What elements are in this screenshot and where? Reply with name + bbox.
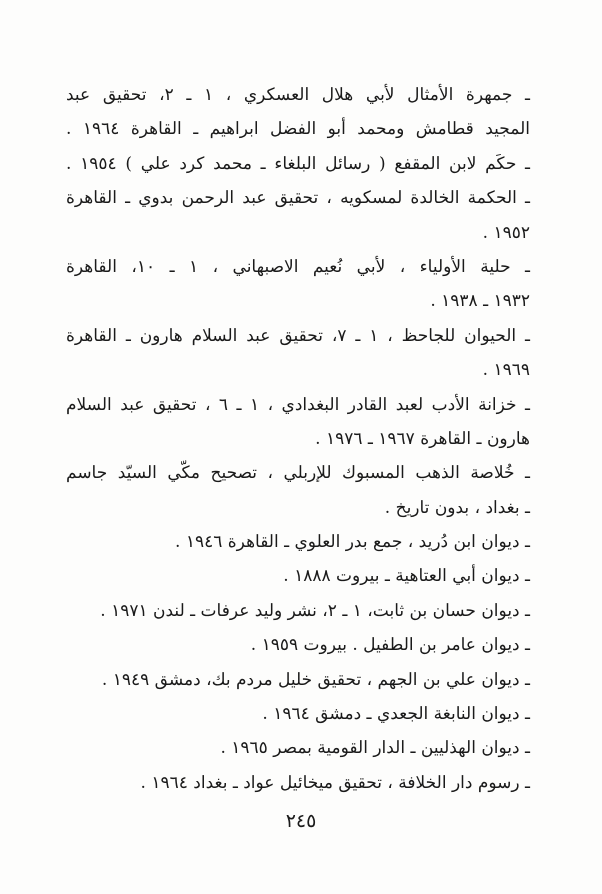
text-line: ـ خُلاصة الذهب المسبوك للإربلي ، تصحيح مكّي السيّد جاسم (66, 463, 530, 484)
bibliography-list (66, 78, 530, 800)
text-line: المجيد قطامش ومحمد أبو الفضل ابراهيم ـ القاهرة ١٩٦٤ . (66, 119, 531, 140)
text-line: هارون ـ القاهرة ١٩٦٧ ـ ١٩٧٦ . (315, 428, 530, 449)
page-number: ٢٤٥ (285, 810, 317, 832)
text-line: ـ بغداد ، بدون تاريخ . (384, 497, 530, 518)
text-line: ـ ديوان أبي العتاهية ـ بيروت ١٨٨٨ . (283, 566, 530, 587)
text-line: ١٩٣٢ ـ ١٩٣٨ . (430, 291, 530, 312)
text-line: ـ الحيوان للجاحظ ، ١ ـ ٧، تحقيق عبد السلام هارون ـ القاهرة (66, 325, 530, 346)
text-line: ـ ديوان علي بن الجهم ، تحقيق خليل مردم بك، دمشق ١٩٤٩ . (101, 669, 530, 690)
text-line: ١٩٦٩ . (482, 360, 530, 381)
text-line: ـ حكَم لابن المقفع ( رسائل البلغاء ـ محمد كرد علي ) ١٩٥٤ . (66, 153, 531, 174)
text-line: ـ خزانة الأدب لعبد القادر البغدادي ، ١ ـ ٦ ، تحقيق عبد السلام (66, 394, 530, 415)
text-line: ـ حلية الأولياء ، لأبي نُعيم الاصبهاني ، ١ ـ ١٠، القاهرة (66, 256, 531, 277)
text-line: ١٩٥٢ . (482, 222, 530, 243)
text-line: ـ رسوم دار الخلافة ، تحقيق ميخائيل عواد ـ بغداد ١٩٦٤ . (140, 772, 530, 793)
text-line: ـ ديوان عامر بن الطفيل . بيروت ١٩٥٩ . (250, 635, 530, 656)
text-line: ـ ديوان ابن دُريد ، جمع بدر العلوي ـ القاهرة ١٩٤٦ . (175, 532, 530, 553)
text-line: ـ ديوان حسان بن ثابت، ١ ـ ٢، نشر وليد عرفات ـ لندن ١٩٧١ . (100, 600, 530, 621)
text-line: ـ ديوان النابغة الجعدي ـ دمشق ١٩٦٤ . (262, 704, 530, 725)
text-line: ـ جمهرة الأمثال لأبي هلال العسكري ، ١ ـ ٢، تحقيق عبد (66, 85, 531, 105)
text-line: ـ ديوان الهذليين ـ الدار القومية بمصر ١٩٦٥ . (220, 738, 530, 759)
text-line: ـ الحكمة الخالدة لمسكويه ، تحقيق عبد الرحمن بدوي ـ القاهرة (66, 188, 530, 209)
